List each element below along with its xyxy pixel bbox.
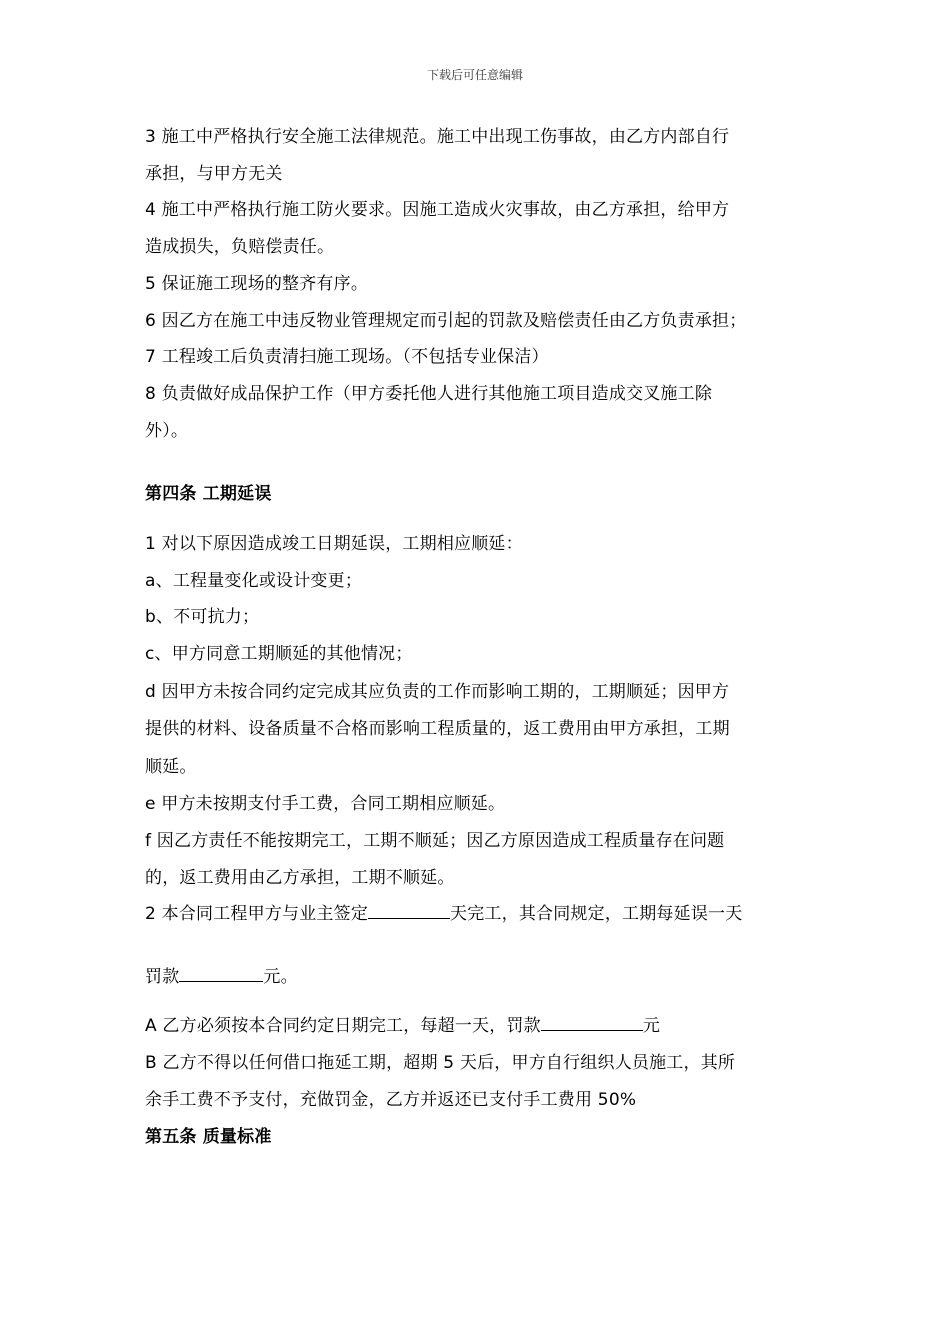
penalty-blank [179,965,263,982]
paragraph-line: 1 对以下原因造成竣工日期延误，工期相应顺延： [145,534,523,554]
paragraph-line: a、工程量变化或设计变更； [145,571,363,591]
paragraph-line: 造成损失，负赔偿责任。 [145,237,335,257]
paragraph-line: 6 因乙方在施工中违反物业管理规定而引起的罚款及赔偿责任由乙方负责承担； [145,311,747,331]
paragraph-line: 3 施工中严格执行安全施工法律规范。施工中出现工伤事故，由乙方内部自行 [145,127,730,147]
paragraph-line: e 甲方未按期支付手工费，合同工期相应顺延。 [145,794,506,814]
paragraph-line: 4 施工中严格执行施工防火要求。因施工造成火灾事故，由乙方承担，给甲方 [145,200,730,220]
itemA-text-part1: A 乙方必须按本合同约定日期完工，每超一天，罚款 [145,1016,541,1036]
article4-item2-line2 [145,965,298,989]
itemA-text-part2: 元 [642,1016,661,1036]
paragraph-line: 提供的材料、设备质量不合格而影响工程质量的，返工费用由甲方承担，工期 [145,719,730,739]
paragraph-line: 顺延。 [145,757,197,777]
paragraph-line: c、甲方同意工期顺延的其他情况； [145,644,413,664]
paragraph-line: 7 工程竣工后负责清扫施工现场。（不包括专业保洁） [145,347,549,367]
paragraph-line: 外）。 [145,421,189,441]
page-header: 下载后可任意编辑 [426,68,523,82]
days-blank [368,902,450,919]
paragraph-line: d 因甲方未按合同约定完成其应负责的工作而影响工期的，工期顺延；因甲方 [145,682,730,702]
article4-itemB-line2: 余手工费不予支付，充做罚金，乙方并返还已支付手工费用 50% [145,1090,637,1110]
article4-itemA [145,1014,660,1038]
paragraph-line: 5 保证施工现场的整齐有序。 [145,274,369,294]
paragraph-line: 8 负责做好成品保护工作（甲方委托他人进行其他施工项目造成交叉施工除 [145,384,713,404]
paragraph-line: f 因乙方责任不能按期完工，工期不顺延；因乙方原因造成工程质量存在问题 [145,831,725,851]
paragraph-line: 的，返工费用由乙方承担，工期不顺延。 [145,868,455,888]
daily-penalty-blank [541,1014,643,1031]
item2-text-part3: 罚款 [145,967,180,987]
item2-text-part1: 2 本合同工程甲方与业主签定 [145,904,369,924]
item2-text-part4: 元。 [263,967,298,987]
article5-heading: 第五条 质量标准 [145,1127,272,1147]
paragraph-line: 承担，与甲方无关 [145,164,283,184]
paragraph-line: b、不可抗力； [145,607,260,627]
article4-heading: 第四条 工期延误 [145,484,272,504]
article4-item2-line1 [145,902,742,926]
item2-text-part2: 天完工，其合同规定，工期每延误一天 [450,904,743,924]
article4-itemB-line1: B 乙方不得以任何借口拖延工期，超期 5 天后，甲方自行组织人员施工，其所 [145,1053,736,1073]
